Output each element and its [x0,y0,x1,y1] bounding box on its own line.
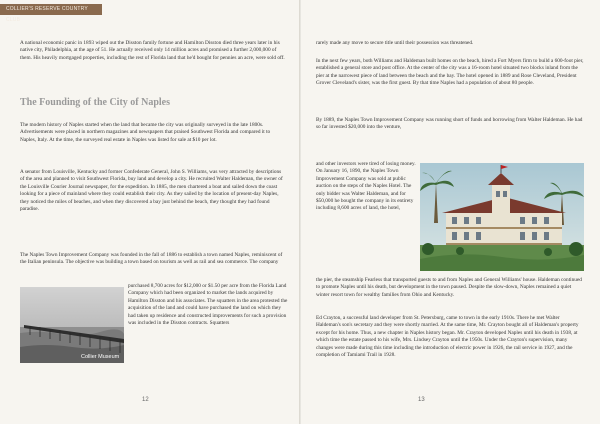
paragraph-title-secured: rarely made any move to secure title until their possession was threatened. [316,40,474,46]
paragraph-auction: and other investors were tired of losing money. On January 16, 1890, the Naples Town Improvement Company was sold at public auction on the steps of the Naples Hotel. The only bidder was Walter Haldeman, and for $50,000 he bought the company in its entirety including 8,600 acres of land, the hotel, [316,161,416,212]
pier-photo [20,287,124,363]
paragraph-early-development: In the next few years, both Williams and Haldeman built homes on the beach, hired a Fort Myers firm to build a 600-foot pier, established a general store and post office. At the center of the city was a 16-room hotel situated two blocks inland from the pier at the narrowest piece of land between the beach and the bay. The hotel opened in 1889 and Rose Cleveland, President Grover Cleveland's sister, was the first guest. By that time Naples had a population of about 80 people. [316,58,584,87]
paragraph-survey: The modern history of Naples started when the land that became the city was originally surveyed in the late 1800s. Advertisements were placed in northern magazines and newspapers that praised Southwest Florida and compared it to Naples, Italy. At the time, the surveyed real estate in Naples was listed for sale at $10 per lot. [20,122,271,143]
running-header-tab: COLLIER'S RESERVE COUNTRY CLUB [0,4,102,15]
section-heading: The Founding of the City of Naples [20,97,171,108]
paragraph-land-purchase: purchased 8,700 acres for $12,000 or $1.50 per acre from the Florida Land Company which had been organized to market the lands acquired by Hamilton Disston and his associates. The squatters in the area protested the acquisition of the land and could have purchased the land on which they had taken up residence and constructed improvements for such a provision was included in the Disston contracts. Squatters [128,283,288,327]
paragraph-haldeman-promotion: the pier, the steamship Fearless that transported guests to and from Naples and General Williams' house. Haldeman continued to promote Naples until his death, but development in the town paused. Despite the slow-down, Naples remained a quiet winter resort town for wealthy families from Ohio and Kentucky. [316,277,582,298]
pier-photo-credit: Collier Museum [81,354,120,360]
paragraph-williams: A senator from Louisville, Kentucky and former Confederate General, John S. Williams, was very attracted by descriptions of the area and planned to visit Southwest Florida, buy land and develop a city. He recruited Walter Haldeman, the owner of the Louisville Courier Journal newspaper, for the expedition. In 1885, the men chartered a boat and sailed down the coast looking for a piece of mainland where they could establish their city. As they sailed by the location of present-day Naples, they noticed the miles of beaches, and when they discovered a bay just behind the beach, they thought they had found paradise. [20,169,283,213]
naples-hotel-image [420,163,584,271]
pier-photo-image [20,287,124,363]
paragraph-funds-short: By 1889, the Naples Town Improvement Company was running short of funds and borrowing from Walter Haldeman. He had so far invested $20,000 into the venture, [316,117,583,131]
paragraph-crayton: Ed Crayton, a successful land developer from St. Petersburg, came to town in the early 1910s. There he met Walter Haldeman's son's secretary and they were shortly married. At the same time, Mr. Crayton bought all of Haldeman's property except for his home. Thus, a new chapter in Naples history began. Mr. Crayton developed Naples until his death in 1938, at which time the estate passed to his wife, Mrs. Lindsey Crayton until the 1950s. Under the Crayton's supervision, many changes were made during this time including the introduction of electric power in 1926, the rail service in 1927, and the completion of Tamiami Trail in 1928. [316,315,579,359]
paragraph-company-founded: The Naples Town Improvement Company was founded in the fall of 1886 to establish a town named Naples, reminiscent of the Italian peninsula. The objective was building a town based on tourism as well as rail and sea commerce. The company [20,252,283,266]
page-number-right: 13 [418,397,425,403]
intro-paragraph: A national economic panic in 1893 wiped out the Disston family fortune and Hamilton Disston died three years later in his native city, Philadelphia, at the age of 51. He actually received only 14 million acres and promised a further 2,000,000 of them. His heavily mortgaged properties, including the rest of Florida land that he'd bought for pennies an acre, were sold off. [20,40,285,61]
page-number-left: 12 [142,397,149,403]
naples-hotel-postcard [420,163,584,271]
